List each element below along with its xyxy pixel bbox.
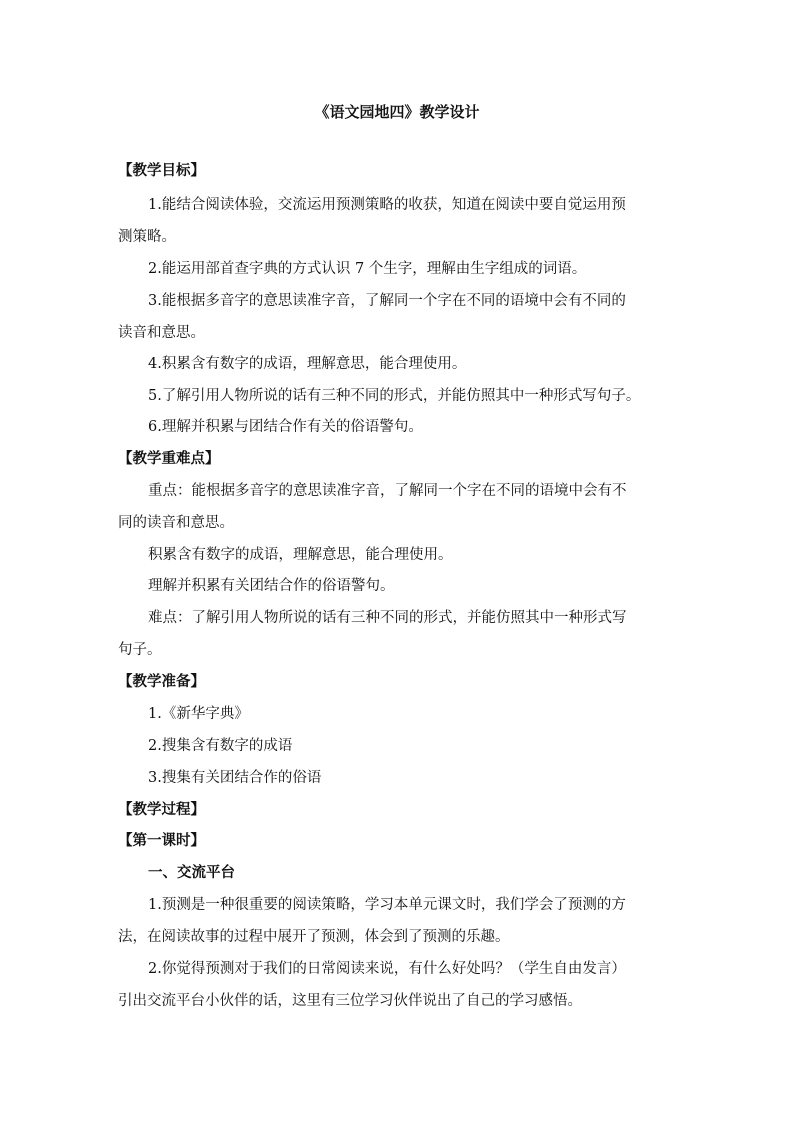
paragraph-line: 2.你觉得预测对于我们的日常阅读来说，有什么好处吗？（学生自由发言）	[148, 961, 626, 977]
paragraph-line: 测策略。	[118, 229, 176, 245]
section-heading-preparation: 【教学准备】	[118, 673, 205, 690]
paragraph-line: 5.了解引用人物所说的话有三种不同的形式，并能仿照其中一种形式写句子。	[148, 388, 641, 404]
paragraph-line: 3.能根据多音字的意思读准字音，了解同一个字在不同的语境中会有不同的	[148, 293, 626, 309]
paragraph-line: 同的读音和意思。	[118, 515, 234, 531]
section-heading-objectives: 【教学目标】	[118, 162, 205, 179]
paragraph-line: 重点：能根据多音字的意思读准字音，了解同一个字在不同的语境中会有不	[148, 483, 627, 499]
paragraph-line: 3.搜集有关团结合作的俗语	[148, 770, 322, 786]
section-heading-process: 【教学过程】	[118, 801, 205, 818]
paragraph-line: 1.能结合阅读体验，交流运用预测策略的收获，知道在阅读中要自觉运用预	[148, 197, 626, 213]
paragraph-line: 4.积累含有数字的成语，理解意思，能合理使用。	[148, 356, 467, 372]
paragraph-line: 理解并积累有关团结合作的俗语警句。	[148, 578, 395, 594]
paragraph-line: 6.理解并积累与团结合作有关的俗语警句。	[148, 419, 423, 435]
document-title: 《语文园地四》教学设计	[314, 103, 480, 121]
paragraph-line: 1.《新华字典》	[148, 706, 249, 722]
section-heading-key-points: 【教学重难点】	[118, 450, 220, 467]
paragraph-line: 引出交流平台小伙伴的话，这里有三位学习伙伴说出了自己的学习感悟。	[118, 993, 582, 1009]
paragraph-line: 难点：了解引用人物所说的话有三种不同的形式，并能仿照其中一种形式写	[148, 610, 627, 626]
subsection-heading: 一、交流平台	[148, 864, 235, 881]
paragraph-line: 1.预测是一种很重要的阅读策略，学习本单元课文时，我们学会了预测的方	[148, 897, 626, 913]
paragraph-line: 2.搜集含有数字的成语	[148, 738, 293, 754]
paragraph-line: 积累含有数字的成语，理解意思，能合理使用。	[148, 547, 453, 563]
paragraph-line: 法，在阅读故事的过程中展开了预测，体会到了预测的乐趣。	[118, 929, 510, 945]
paragraph-line: 2.能运用部首查字典的方式认识 7 个生字，理解由生字组成的词语。	[148, 261, 587, 277]
paragraph-line: 读音和意思。	[118, 325, 205, 341]
paragraph-line: 句子。	[118, 642, 162, 658]
section-heading-first-lesson: 【第一课时】	[118, 832, 205, 849]
